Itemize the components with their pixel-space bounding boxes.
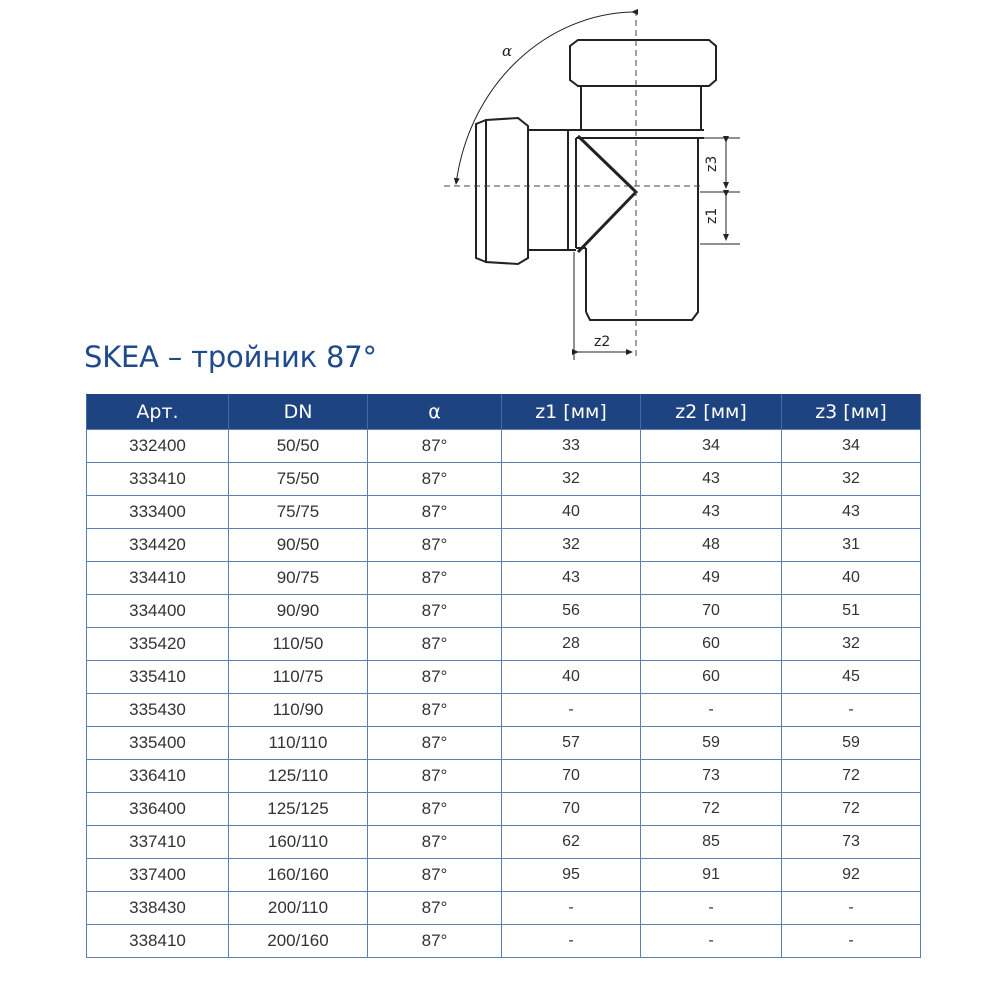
cell-article: 338410 [87,925,229,958]
cell-z3: 43 [782,496,921,529]
cell-angle: 87° [368,892,502,925]
cell-angle: 87° [368,595,502,628]
cell-z3: 59 [782,727,921,760]
table-row [87,529,921,562]
cell-z1: 62 [502,826,641,859]
cell-z2: - [641,694,782,727]
cell-z1: 70 [502,760,641,793]
cell-angle: 87° [368,529,502,562]
cell-article: 335410 [87,661,229,694]
cell-z3: 31 [782,529,921,562]
cell-article: 336410 [87,760,229,793]
table-row [87,496,921,529]
cell-z2: 60 [641,628,782,661]
z3-label: z3 [704,155,720,172]
cell-angle: 87° [368,694,502,727]
cell-z2: 34 [641,430,782,463]
table-row [87,727,921,760]
cell-z2: - [641,892,782,925]
cell-article: 335420 [87,628,229,661]
cell-angle: 87° [368,925,502,958]
table-row [87,694,921,727]
tee-fitting-diagram [430,0,750,372]
table-row [87,793,921,826]
table-row [87,826,921,859]
cell-z3: 32 [782,463,921,496]
cell-dn: 90/90 [229,595,368,628]
table-row [87,430,921,463]
cell-dn: 90/75 [229,562,368,595]
table-row [87,760,921,793]
cell-z1: 28 [502,628,641,661]
table-row [87,562,921,595]
cell-angle: 87° [368,727,502,760]
cell-z3: 32 [782,628,921,661]
cell-dn: 160/110 [229,826,368,859]
cell-z1: - [502,694,641,727]
cell-z2: 49 [641,562,782,595]
cell-z3: 34 [782,430,921,463]
col-header-article: Арт. [87,395,229,430]
cell-dn: 90/50 [229,529,368,562]
cell-z2: 59 [641,727,782,760]
cell-z3: - [782,694,921,727]
cell-z1: 40 [502,496,641,529]
cell-angle: 87° [368,496,502,529]
cell-article: 334400 [87,595,229,628]
cell-dn: 50/50 [229,430,368,463]
cell-dn: 125/110 [229,760,368,793]
cell-z3: 51 [782,595,921,628]
cell-z2: 85 [641,826,782,859]
table-row [87,661,921,694]
cell-z3: 72 [782,760,921,793]
cell-z2: - [641,925,782,958]
table-row [87,628,921,661]
cell-angle: 87° [368,826,502,859]
cell-dn: 110/110 [229,727,368,760]
col-header-z2: z2 [мм] [641,395,782,430]
z2-label: z2 [594,334,611,350]
page-title: SKEA – тройник 87° [84,340,377,374]
cell-article: 337400 [87,859,229,892]
cell-z2: 73 [641,760,782,793]
cell-z3: - [782,925,921,958]
cell-angle: 87° [368,793,502,826]
cell-z1: - [502,892,641,925]
cell-z2: 72 [641,793,782,826]
cell-article: 338430 [87,892,229,925]
spec-table [86,394,921,958]
cell-z3: - [782,892,921,925]
cell-z2: 43 [641,496,782,529]
cell-article: 334420 [87,529,229,562]
col-header-dn: DN [229,395,368,430]
cell-article: 333400 [87,496,229,529]
cell-z3: 40 [782,562,921,595]
cell-dn: 75/75 [229,496,368,529]
cell-z2: 48 [641,529,782,562]
cell-z1: 70 [502,793,641,826]
cell-z3: 72 [782,793,921,826]
cell-z2: 43 [641,463,782,496]
cell-z2: 91 [641,859,782,892]
cell-dn: 75/50 [229,463,368,496]
cell-z1: - [502,925,641,958]
table-row [87,892,921,925]
cell-dn: 200/110 [229,892,368,925]
cell-article: 336400 [87,793,229,826]
cell-dn: 110/75 [229,661,368,694]
cell-angle: 87° [368,661,502,694]
z1-label: z1 [704,207,720,224]
cell-dn: 160/160 [229,859,368,892]
col-header-z1: z1 [мм] [502,395,641,430]
cell-z3: 73 [782,826,921,859]
cell-angle: 87° [368,430,502,463]
cell-z1: 32 [502,463,641,496]
cell-dn: 125/125 [229,793,368,826]
cell-z2: 60 [641,661,782,694]
cell-article: 332400 [87,430,229,463]
col-header-z3: z3 [мм] [782,395,921,430]
cell-z1: 43 [502,562,641,595]
cell-article: 337410 [87,826,229,859]
alpha-label: α [502,42,513,60]
cell-article: 334410 [87,562,229,595]
table-header-row [87,395,921,430]
cell-angle: 87° [368,463,502,496]
cell-z1: 95 [502,859,641,892]
table-row [87,595,921,628]
cell-z1: 57 [502,727,641,760]
cell-article: 335400 [87,727,229,760]
cell-dn: 200/160 [229,925,368,958]
table-row [87,859,921,892]
cell-article: 333410 [87,463,229,496]
col-header-angle: α [368,395,502,430]
table-row [87,925,921,958]
cell-dn: 110/50 [229,628,368,661]
cell-angle: 87° [368,628,502,661]
cell-article: 335430 [87,694,229,727]
table-row [87,463,921,496]
cell-angle: 87° [368,859,502,892]
cell-z1: 56 [502,595,641,628]
cell-z1: 33 [502,430,641,463]
cell-z3: 92 [782,859,921,892]
cell-z2: 70 [641,595,782,628]
cell-dn: 110/90 [229,694,368,727]
cell-z1: 40 [502,661,641,694]
cell-angle: 87° [368,760,502,793]
cell-z1: 32 [502,529,641,562]
cell-z3: 45 [782,661,921,694]
cell-angle: 87° [368,562,502,595]
